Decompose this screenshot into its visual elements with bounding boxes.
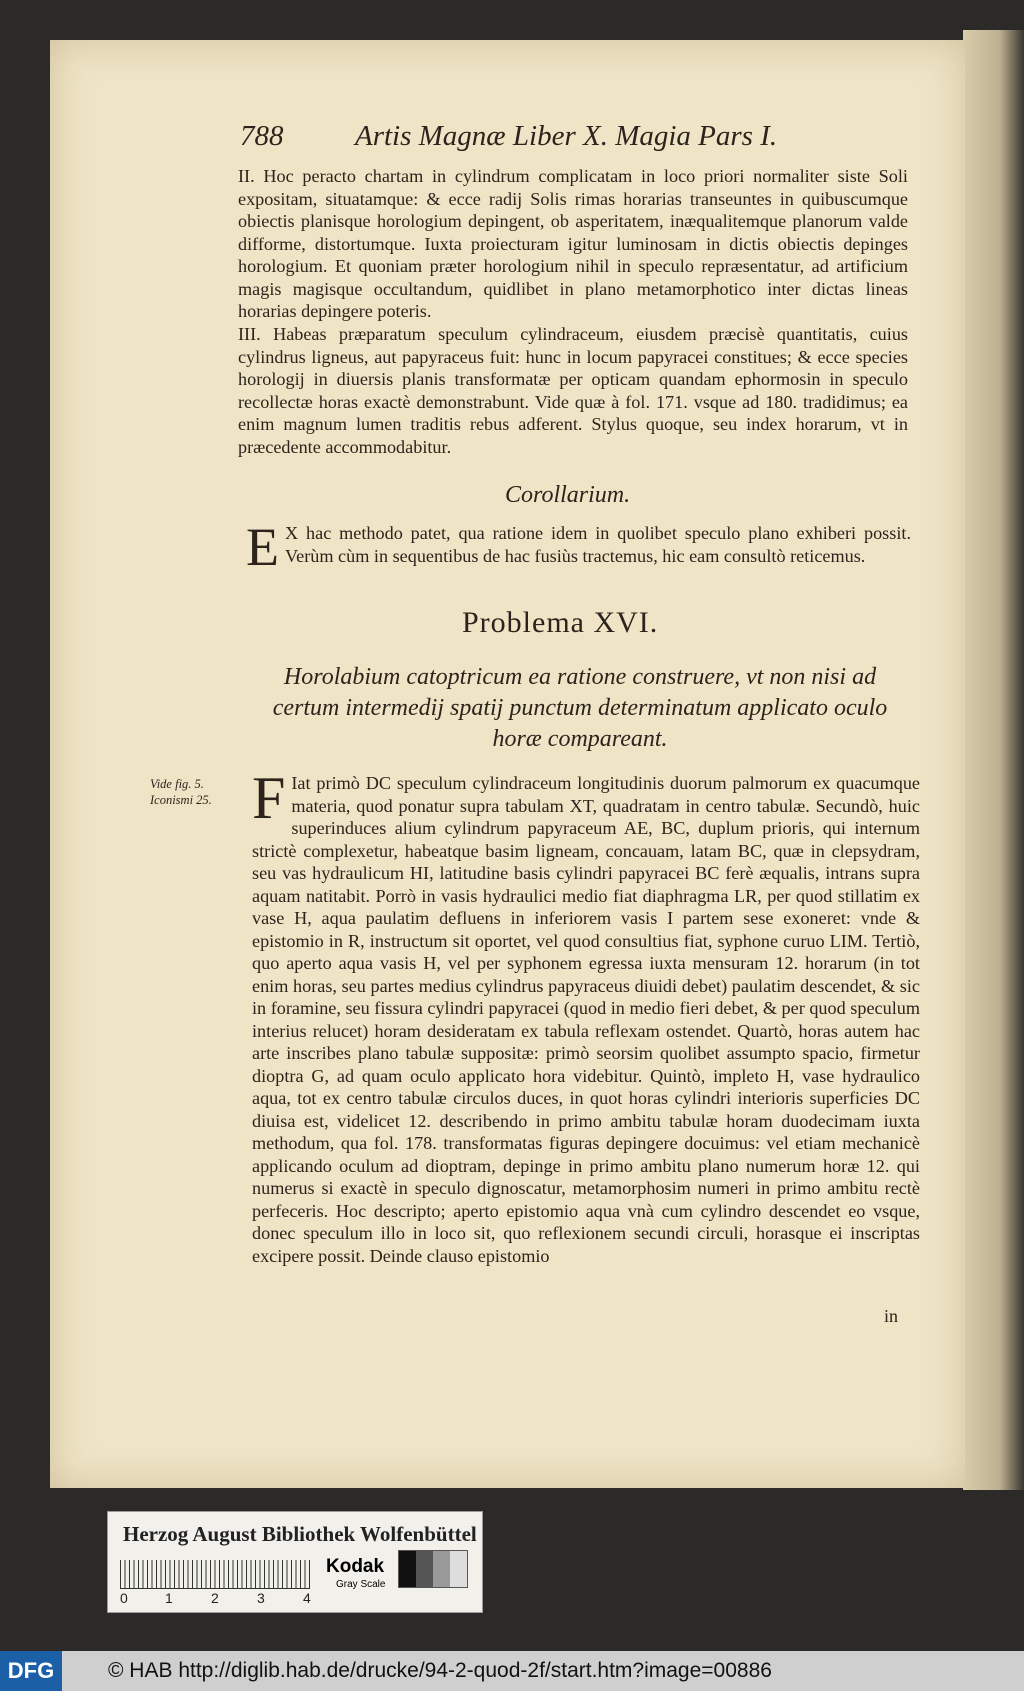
corollarium-body: X hac methodo patet, qua ratione idem in quolibet speculo plano exhiberi possit. Verùm cùm in sequentibus de hac fusiùs tractemus, hic eam consultò reticemus.	[285, 523, 911, 566]
problem-statement: Horolabium catoptricum ea ratione construere, vt non nisi ad certum intermedij spatij punctum determinatum applicato oculo horæ compareant.	[272, 664, 888, 752]
gray-swatch	[450, 1551, 467, 1587]
gray-swatch	[433, 1551, 450, 1587]
problem-heading: Problema XVI.	[462, 606, 659, 639]
drop-cap-f: F	[252, 765, 286, 831]
ruler	[120, 1560, 310, 1589]
ruler-label: 2	[211, 1590, 219, 1606]
problem-body	[252, 765, 920, 1267]
paragraph-ii: II. Hoc peracto chartam in cylindrum complicatam in loco priori normaliter siste Soli expositam, situatamque: & ecce radij Solis rimas horarias transeuntes in quibuscumque obiectis planisque horologium depingent, ob asperitatem, inæqualitemque planorum valde difforme, distortumque. Iuxta proiecturam igitur luminosam in dictis obiectis depinges horologium. Et quoniam præter horologium nihil in speculo repræsentatur, ad artificium magis magisque occultandum, quidlibet in plano metamorphotico inter dictas lineas horarias depingere poteris.	[238, 166, 908, 321]
dfg-logo: DFG	[0, 1651, 62, 1691]
ruler-label: 3	[257, 1590, 265, 1606]
corollarium-paragraph	[246, 517, 911, 577]
library-name: Herzog August Bibliothek Wolfenbüttel	[123, 1522, 477, 1546]
ruler-label: 0	[120, 1590, 128, 1606]
page-edge	[963, 30, 1024, 1490]
footer-bar	[0, 1651, 1024, 1691]
problem-body-text: Iat primò DC speculum cylindraceum longitudinis duorum palmorum ex quacumque materia, quod ponatur supra tabulam XT, quadratam in centro tabulæ. Secundò, huic superinduces alium cylindrum papyraceum AE, BC, duplum prioris, qui internum strictè complexetur, habeatque basim ligneam, concauam, latam BC, quæ in clepsydram, seu vas hydraulicum HI, latitudine basis cylindri papyracei BC ferè æqualis, intrans supra aquam natitabit. Porrò in vasis hydraulici medio fiat diaphragma LR, per quod stillatim ex vase H, aqua paulatim defluens in inferiorem vasis I partem sese exoneret: vnde & epistomio in R, instructum sit oportet, vel quod consultius fiat, syphone curuo LIM. Tertiò, quo aperto aqua vasis H, vel per syphonem egressa iuxta mensuram 12. horarum (in tot enim horas, seu partes medius cylindrus papyraceus diuidi debet) paulatim descendet, & sic in foramine, seu fissura cylindri papyracei (quod in medio fieri debet, & per quod speculum interius relucet) horam desideratam ex tabula reflexam ostendet. Quartò, horas autem hac arte inscribes plano tabulæ suppositæ: primò seorsim quolibet assumpto spacio, firmetur dioptra G, ad quam oculo applicato hora videbitur. Quintò, impleto H, vase hydraulico aqua, tot ex centro tabulæ circulos duces, in quot horas cylindri interioris superficies DC diuisa est, videlicet 12. describendo in primo ambitu tabulæ horam duodecimam iuxta methodum, qua fol. 178. transformatas figuras depingere docuimus: vel etiam mechanicè applicando oculum ad dioptram, depinge in primo ambitu plano numerum horæ 12. qui numerus si exactè in speculo dignoscatur, metamorphosim numeri in primo ambitu rectè perfeceris. Hoc descripto; aperto epistomio aqua vnà cum cylindro descendet eo vsque, donec speculum illo in loco sit, quo reflexionem secundi circuli, horasque ei inscriptas excipere possit. Deinde clauso epistomio	[252, 773, 920, 1266]
running-title: Artis Magnæ Liber X. Magia Pars I.	[355, 120, 778, 152]
gray-swatch	[399, 1551, 416, 1587]
gray-swatches	[398, 1550, 468, 1588]
gray-scale-label: Gray Scale	[336, 1579, 386, 1590]
page-number: 788	[240, 120, 284, 152]
corollarium-heading: Corollarium.	[505, 482, 631, 508]
margin-note: Vide fig. 5. Iconismi 25.	[150, 777, 212, 807]
paragraph-iii: III. Habeas præparatum speculum cylindraceum, eiusdem præcisè quantitatis, cuius cylindrus ligneus, aut papyraceus fuit: hunc in locum papyracei constitues; & ecce species horologij in diuersis planis transformatæ per opticam quandam ephormosin in speculo recollectæ horas exactè demonstrabunt. Vide quæ à fol. 171. vsque ad 180. tradidimus; ea enim magnum lumen traditis rebus adferent. Stylus quoque, seu index horarum, vt in præcedente accommodabitur.	[238, 324, 908, 457]
drop-cap-e: E	[246, 517, 279, 577]
gray-swatch	[416, 1551, 433, 1587]
catchword: in	[884, 1306, 899, 1326]
ruler-label: 4	[303, 1590, 311, 1606]
ruler-label: 1	[165, 1590, 173, 1606]
kodak-logo: Kodak	[326, 1556, 385, 1577]
footer-copyright-link[interactable]: © HAB http://diglib.hab.de/drucke/94-2-quod-2f/start.htm?image=00886	[108, 1659, 772, 1682]
scale-card	[107, 1511, 483, 1613]
